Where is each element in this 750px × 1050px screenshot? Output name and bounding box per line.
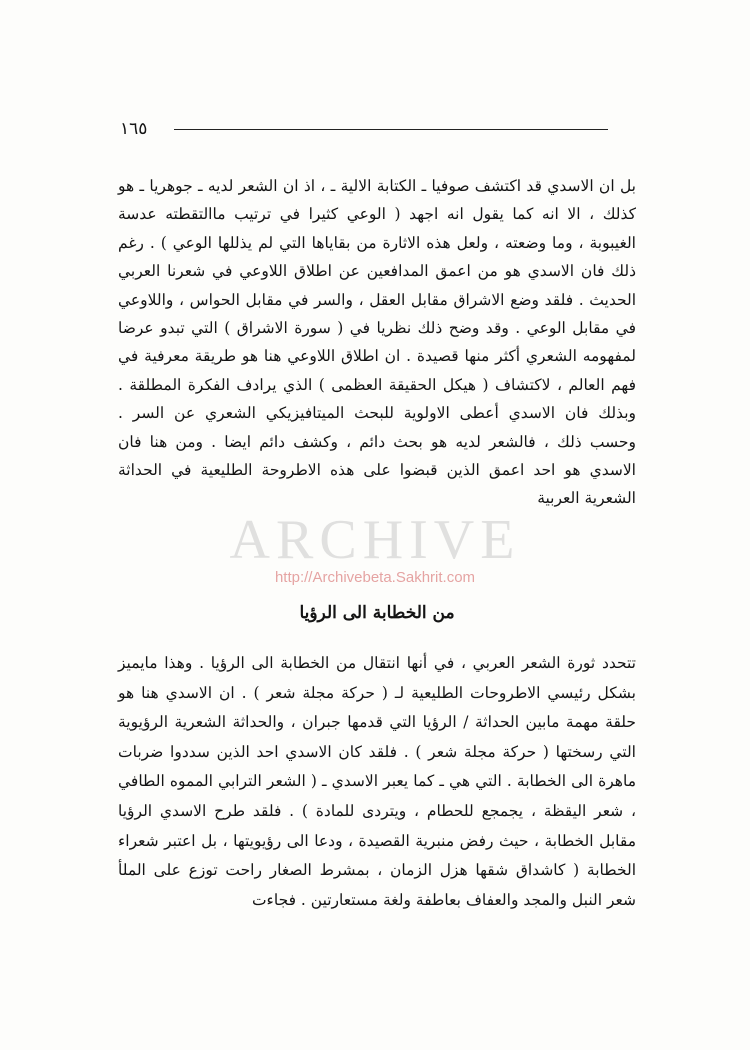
watermark-url: http://Archivebeta.Sakhrit.com	[274, 569, 476, 586]
section-title: من الخطابة الى الرؤيا	[299, 603, 455, 623]
page-number: ١٦٥	[120, 119, 148, 139]
watermark-logo: ARCHIVE	[229, 509, 521, 571]
watermark	[200, 509, 550, 592]
body-paragraph-2: تتحدد ثورة الشعر العربي ، في أنها انتقال من الخطابة الى الرؤيا . وهذا مايميز بشكل رئيسي الاطروحات الطليعية لـ ( حركة مجلة شعر ) . ان الاسدي هنا هو حلقة مهمة مابين الحداثة / الرؤيا التي قدمها جبران ، والحداثة الشعرية الرؤيوية التي رسختها ( حركة مجلة شعر ) . فلقد كان الاسدي احد الذين سددوا ضربات ماهرة الى الخطابة . التي هي ـ كما يعبر الاسدي ـ ( الشعر الترابي المموه الطافي ، شعر اليقظة ، يجمجع للحطام ، ويتردى للمادة ) . فلقد طرح الاسدي الرؤيا مقابل الخطابة ، حيث رفض منبرية القصيدة ، ودعا الى رؤيويتها ، بل اعتبر شعراء الخطابة ( كاشداق شقها هزل الزمان ، بمشرط الصغار راحت توزع على الملأ شعر النبل والمجد والعفاف بعاطفة ولغة مستعارتين . فجاءت	[118, 654, 636, 909]
header-rule	[174, 129, 608, 130]
body-paragraph-1: بل ان الاسدي قد اكتشف صوفيا ـ الكتابة الالية ـ ، اذ ان الشعر لديه ـ جوهريا ـ هو كذلك ، الا انه كما يقول انه اجهد ( الوعي كثيرا في ترتيب ماالتقطته عدسة الغيبوبة ، وما وضعته ، ولعل هذه الاثارة من بقاياها التي لم يذللها الوعي ) . رغم ذلك فان الاسدي هو من اعمق المدافعين عن اطلاق اللاوعي في شعرنا العربي الحديث . فلقد وضع الاشراق مقابل العقل ، والسر في مقابل الحواس ، واللاوعي في مقابل الوعي . وقد وضح ذلك نظريا في ( سورة الاشراق ) التي تبدو عرضا لمفهومه الشعري أكثر منها قصيدة . ان اطلاق اللاوعي هنا هو طريقة معرفية في فهم العالم ، لاكتشاف ( هيكل الحقيقة العظمى ) الذي يرادف الفكرة المطلقة . وبذلك فان الاسدي أعطى الاولوية للبحث الميتافيزيكي الشعري عن السر . وحسب ذلك ، فالشعر لديه هو بحث دائم ، وكشف دائم ايضا . ومن هنا فان الاسدي هو احد اعمق الذين قبضوا على هذه الاطروحة الطليعية في الحداثة الشعرية العربية	[118, 177, 636, 508]
page-header	[120, 118, 608, 140]
